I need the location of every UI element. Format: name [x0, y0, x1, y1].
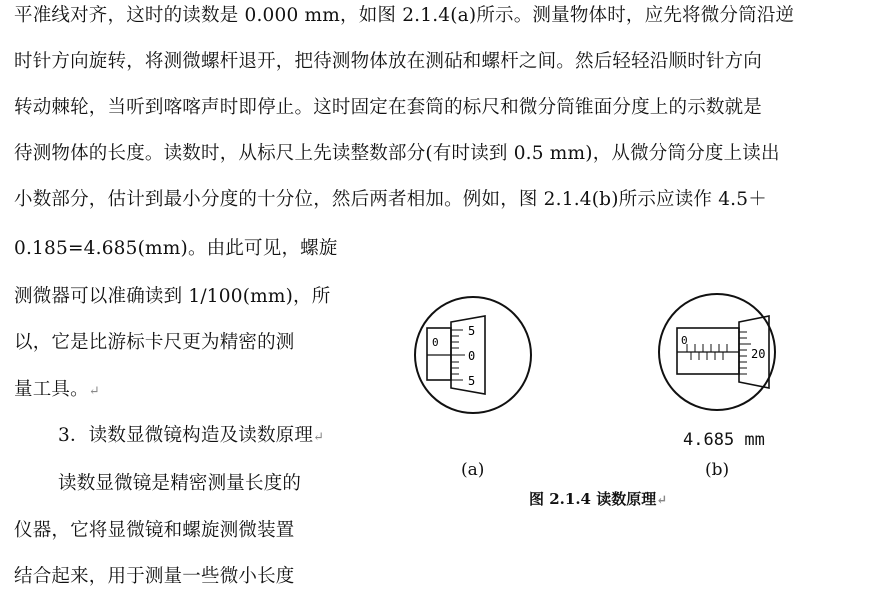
return-mark: ↵: [88, 384, 100, 399]
thimble-mark-a-3: 5: [468, 374, 476, 388]
return-mark: ↵: [656, 493, 668, 508]
section-heading-text: 3．读数显微镜构造及读数原理: [58, 425, 314, 446]
label-a: (a): [461, 460, 485, 480]
paragraph-line-6: 0.185=4.685(mm)。由此可见，螺旋: [14, 238, 338, 259]
section-heading: [58, 424, 324, 450]
return-mark: ↵: [313, 430, 325, 445]
paragraph-line-2: 时针方向旋转，将测微螺杆退开，把待测物体放在测砧和螺杆之间。然后轻轻沿顺时针方向: [14, 51, 763, 72]
label-b: (b): [705, 460, 730, 480]
thimble-mark-a-1: 5: [468, 324, 476, 338]
thimble-mark-a-2: 0: [468, 349, 476, 363]
micrometer-b: [659, 294, 775, 410]
micrometer-a: [415, 297, 531, 413]
sleeve-zero-a: 0: [432, 336, 439, 349]
sleeve-zero-b: 0: [681, 334, 688, 347]
paragraph-line-8: 以，它是比游标卡尺更为精密的测: [14, 332, 295, 353]
figure-caption-text: 图 2.1.4 读数原理: [529, 490, 657, 508]
reading-value-b: 4.685 mm: [683, 430, 765, 450]
section-line-2: 仪器，它将显微镜和螺旋测微装置: [14, 520, 295, 541]
paragraph-line-9-text: 量工具。: [14, 379, 89, 400]
paragraph-line-9: [14, 378, 344, 404]
thimble-mark-b: 20: [751, 347, 766, 361]
paragraph-line-4: 待测物体的长度。读数时，从标尺上先读整数部分(有时读到 0.5 mm)，从微分筒分度上读出: [14, 143, 780, 164]
paragraph-line-3: 转动棘轮，当听到喀喀声时即停止。这时固定在套筒的标尺和微分筒锥面分度上的示数就是: [14, 97, 763, 118]
section-line-1: 读数显微镜是精密测量长度的: [58, 473, 302, 494]
section-line-3: 结合起来，用于测量一些微小长度: [14, 566, 295, 587]
figure-2-1-4: [405, 280, 835, 520]
figure-caption: [529, 488, 667, 509]
paragraph-line-5: 小数部分，估计到最小分度的十分位，然后两者相加。例如，图 2.1.4(b)所示应读作 4.5＋: [14, 189, 767, 210]
paragraph-line-7: 测微器可以准确读到 1/100(mm)，所: [14, 286, 331, 307]
paragraph-line-1: 平准线对齐，这时的读数是 0.000 mm，如图 2.1.4(a)所示。测量物体时，应先将微分筒沿逆: [14, 5, 795, 26]
micrometer-diagrams: [405, 280, 835, 450]
